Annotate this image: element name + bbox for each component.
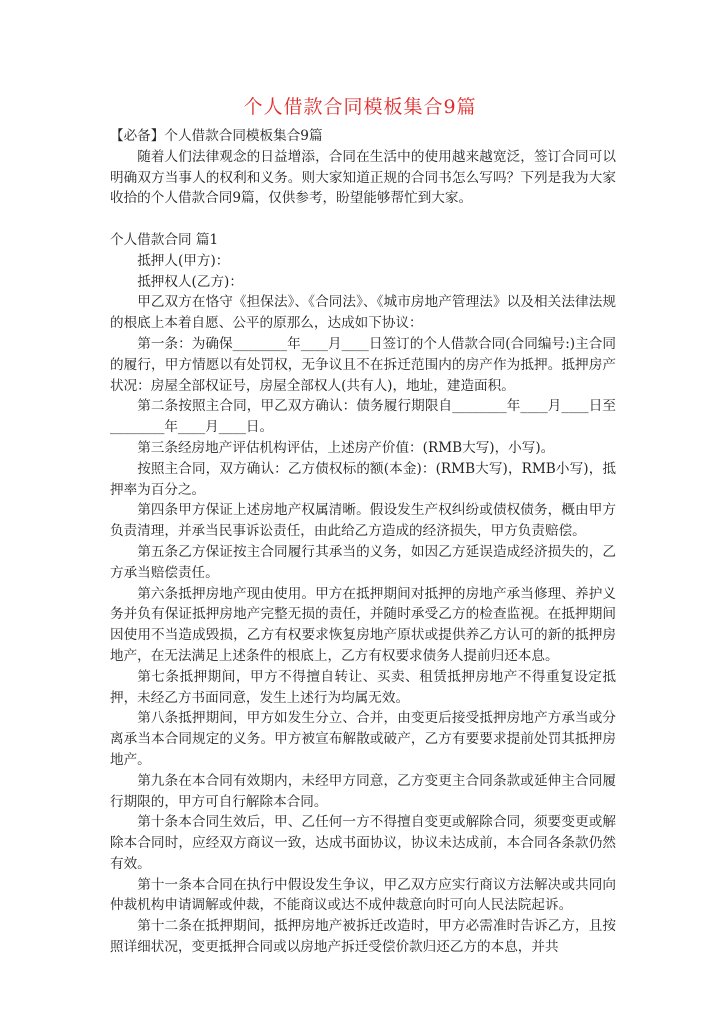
article-1: 第一条：为确保________年____月____日签订的个人借款合同(合同编号:)主合同的履行，甲方情愿以有处罚权，无争议且不在拆迁范围内的房产作为抵押。抵押房产状况：房屋全部权证号，房屋全部权人(共有人)，地址，建造面积。 bbox=[110, 335, 616, 394]
paragraph-spacer bbox=[110, 209, 616, 230]
article-8: 第八条抵押期间，甲方如发生分立、合并，由变更后接受抵押房地产方承当或分离承当本合同规定的义务。甲方被宣布解散或破产，乙方有要要求提前处罚其抵押房地产。 bbox=[110, 710, 616, 768]
article-10: 第十条本合同生效后，甲、乙任何一方不得擅自变更或解除合同，须要变更或解除本合同时，应经双方商议一致，达成书面协议，协议未达成前，本合同各条款仍然有效。 bbox=[110, 814, 616, 872]
article-2: 第二条按照主合同，甲乙双方确认：债务履行期限自________年____月____日至________年____月____日。 bbox=[110, 398, 616, 436]
article-3-continued: 按照主合同，双方确认：乙方债权标的额(本金)：(RMB大写)，RMB小写)，抵押率为百分之。 bbox=[110, 460, 616, 498]
article-9: 第九条在本合同有效期内，未经甲方同意，乙方变更主合同条款或延伸主合同履行期限的，甲方可自行解除本合同。 bbox=[110, 772, 616, 810]
intro-paragraph: 随着人们法律观念的日益增添，合同在生活中的使用越来越宽泛，签订合同可以明确双方当事人的权利和义务。则大家知道正规的合同书怎么写吗？下列是我为大家收拾的个人借款合同9篇，仅供参考，盼望能够帮忙到大家。 bbox=[110, 148, 616, 207]
party-b-line: 抵押权人(乙方)： bbox=[137, 273, 243, 290]
article-5: 第五条乙方保证按主合同履行其承当的义务，如因乙方延误造成经济损失的，乙方承当赔偿责任。 bbox=[110, 543, 616, 581]
article-3: 第三条经房地产评估机构评估，上述房产价值：(RMB大写)，小写)。 bbox=[137, 439, 555, 456]
party-a-line: 抵押人(甲方)： bbox=[137, 252, 230, 269]
document-subtitle: 【必备】个人借款合同模板集合9篇 bbox=[110, 128, 323, 144]
document-body bbox=[110, 126, 616, 958]
article-6: 第六条抵押房地产现由使用。甲方在抵押期间对抵押的房地产承当修理、养护义务并负有保证抵押房地产完整无损的责任，并随时承受乙方的检查监视。在抵押期间因使用不当造成毁损，乙方有权要求恢复房地产原状或提供养乙方认可的新的抵押房地产，在无法满足上述条件的根底上，乙方有权要求债务人提前归还本息。 bbox=[110, 585, 616, 664]
article-4: 第四条甲方保证上述房地产权属清晰。假设发生产权纠纷或债权债务，概由甲方负责清理，并承当民事诉讼责任，由此给乙方造成的经济损失，甲方负责赔偿。 bbox=[110, 502, 616, 540]
article-7: 第七条抵押期间，甲方不得擅自转让、买卖、租赁抵押房地产不得重复设定抵押，未经乙方书面同意，发生上述行为均属无效。 bbox=[110, 668, 616, 706]
document-title: 个人借款合同模板集合9篇 bbox=[243, 96, 477, 118]
article-12: 第十二条在抵押期间，抵押房地产被拆迁改造时，甲方必需准时告诉乙方，且按照详细状况，变更抵押合同或以房地产拆迁受偿价款归还乙方的本息，并共 bbox=[110, 918, 616, 956]
section-heading: 个人借款合同 篇1 bbox=[110, 231, 219, 248]
article-11: 第十一条本合同在执行中假设发生争议，甲乙双方应实行商议方法解决或共同向仲裁机构申请调解或仲裁，不能商议或达不成仲裁意向时可向人民法院起诉。 bbox=[110, 876, 616, 914]
preamble-paragraph: 甲乙双方在恪守《担保法》、《合同法》、《城市房地产管理法》以及相关法律法规的根底上本着自愿、公平的原那么，达成如下协议： bbox=[110, 294, 616, 332]
